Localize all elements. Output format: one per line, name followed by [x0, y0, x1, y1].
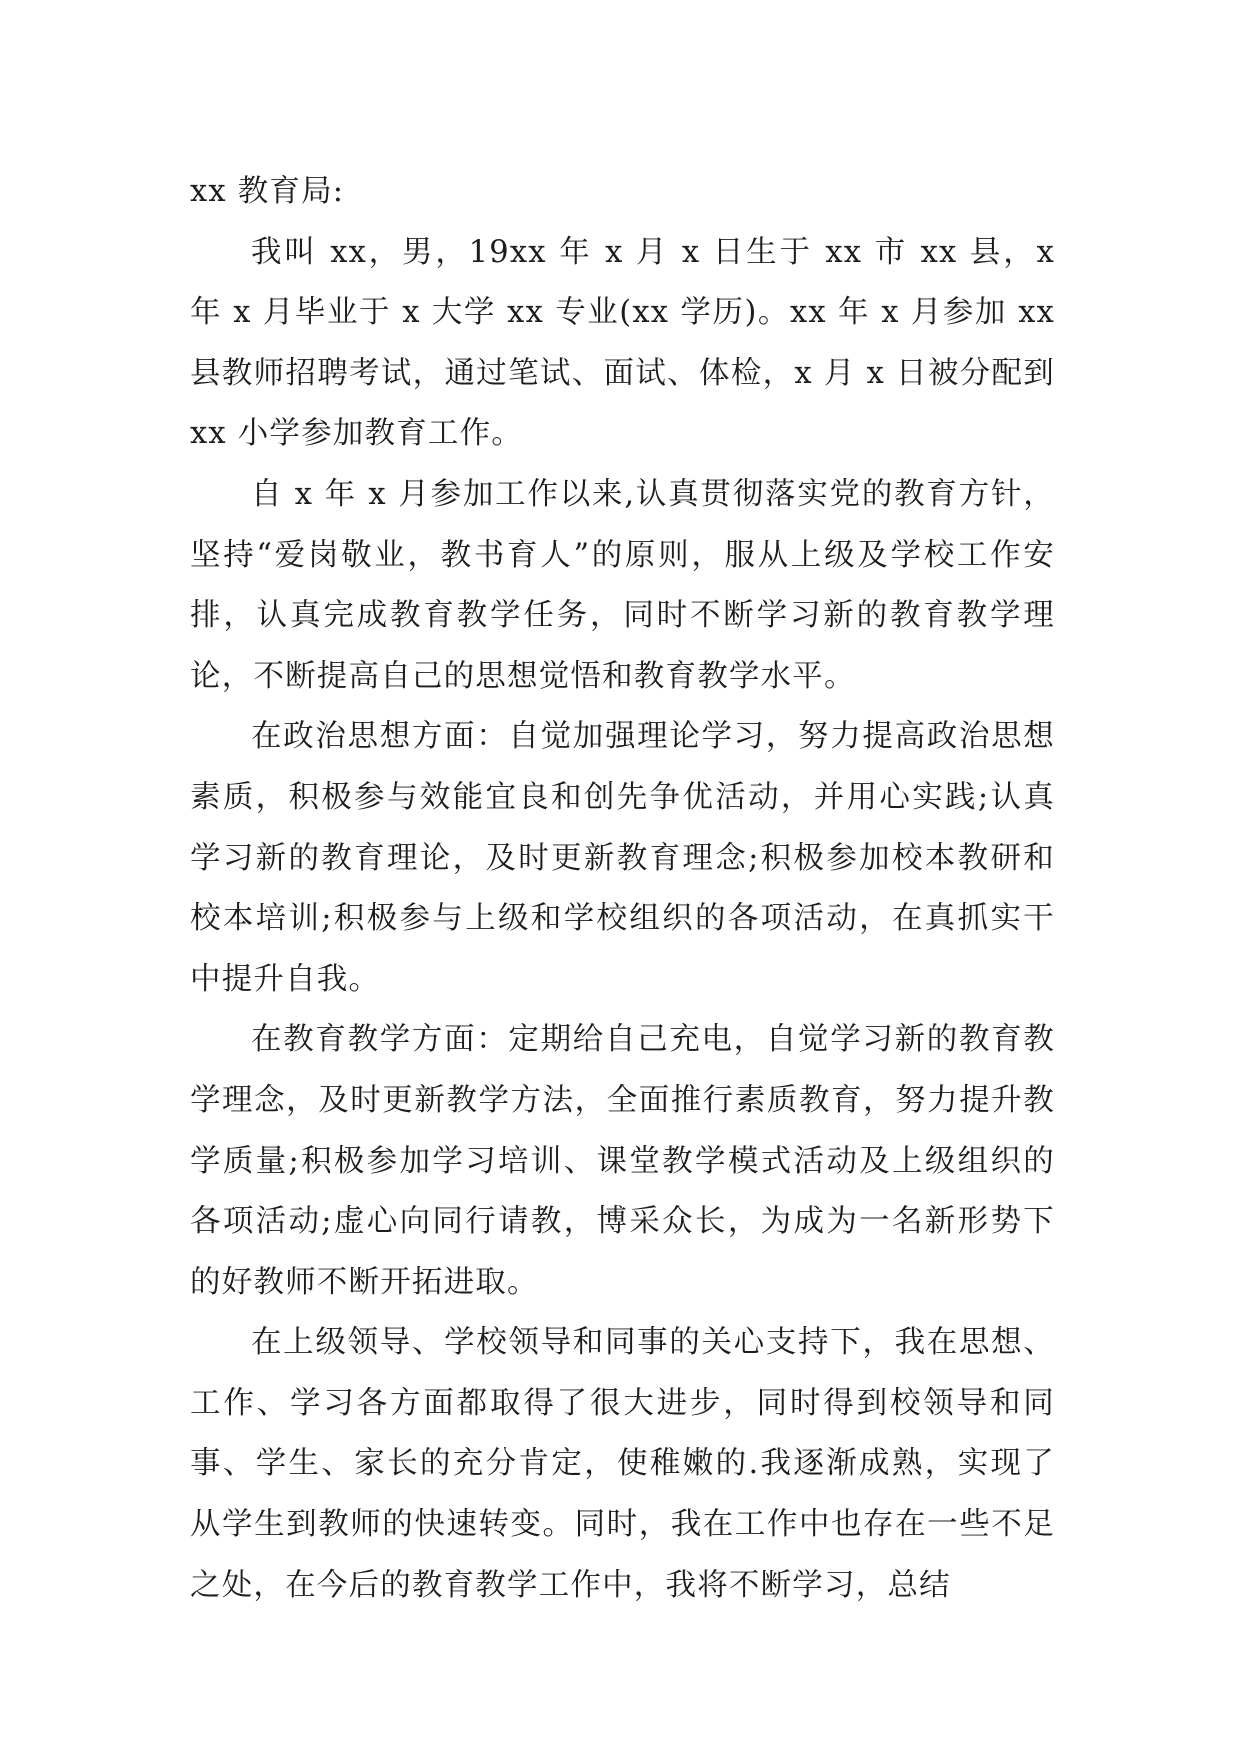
letter-body: [190, 162, 1055, 1616]
paragraph-introduction: 我叫 xx，男，19xx 年 x 月 x 日生于 xx 市 xx 县，x 年 x 月毕业于 x 大学 xx 专业(xx 学历)。xx 年 x 月参加 xx 县教师招聘考试，通过笔试、面试、体检，x 月 x 日被分配到 xx 小学参加教育工作。: [190, 234, 1055, 452]
paragraph-political-thought: 在政治思想方面：自觉加强理论学习，努力提高政治思想素质，积极参与效能宜良和创先争优活动，并用心实践;认真学习新的教育理论，及时更新教育理念;积极参加校本教研和校本培训;积极参与上级和学校组织的各项活动，在真抓实干中提升自我。: [190, 719, 1055, 997]
salutation: xx 教育局:: [190, 174, 345, 209]
paragraph-summary: 在上级领导、学校领导和同事的关心支持下，我在思想、工作、学习各方面都取得了很大进步，同时得到校领导和同事、学生、家长的充分肯定，使稚嫩的.我逐渐成熟，实现了从学生到教师的快速转变。同时，我在工作中也存在一些不足之处，在今后的教育教学工作中，我将不断学习，总结: [190, 1325, 1055, 1603]
paragraph-work-overview: 自 x 年 x 月参加工作以来,认真贯彻落实党的教育方针，坚持“爱岗敬业，教书育人”的原则，服从上级及学校工作安排，认真完成教育教学任务，同时不断学习新的教育教学理论，不断提高自己的思想觉悟和教育教学水平。: [190, 476, 1055, 694]
paragraph-teaching: 在教育教学方面：定期给自己充电，自觉学习新的教育教学理念，及时更新教学方法，全面推行素质教育，努力提升教学质量;积极参加学习培训、课堂教学模式活动及上级组织的各项活动;虚心向同行请教，博采众长，为成为一名新形势下的好教师不断开拓进取。: [190, 1022, 1055, 1300]
